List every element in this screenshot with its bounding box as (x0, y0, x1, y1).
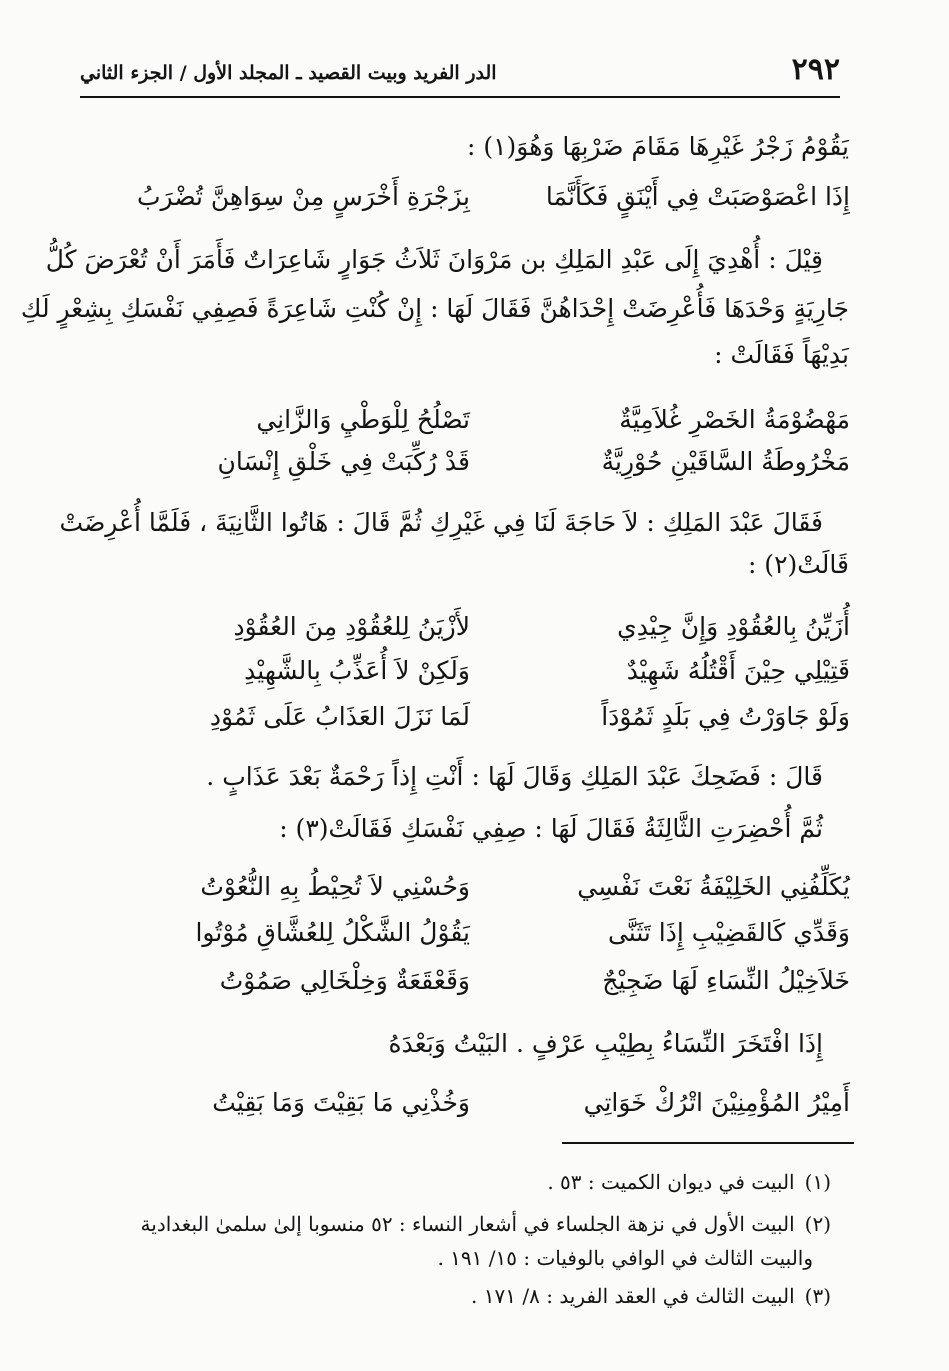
verse-1-second-hemistich: بِزَجْرَةِ أَخْرَسٍ مِنْ سِوَاهِنَّ تُضْرَبُ (136, 182, 470, 211)
verse-9-first-hemistich: خَلاَخِيْلُ النِّسَاءِ لَهَا ضَجِيْجٌ (602, 966, 850, 995)
footnote-1 (547, 1168, 831, 1196)
footnote-number: (١) (804, 1170, 831, 1194)
page-number: ٢٩٢ (791, 52, 840, 87)
verse-4-first-hemistich: أُزَيِّنُ بِالعُقُوْدِ وَإِنَّ جِيْدِي (617, 612, 850, 641)
verse-3 (90, 447, 850, 487)
verse-3-second-hemistich: قَدْ رُكِّبَتْ فِي خَلْقِ إِنْسَانِ (217, 447, 470, 476)
paragraph-1-line-3: بَدِيْهَاً فَقَالَتْ : (714, 340, 849, 369)
paragraph-5: إِذَا افْتَخَرَ النِّسَاءُ بِطِيْبِ عَرْفٍ . البَيْتُ وَبَعْدَهُ (388, 1029, 823, 1058)
verse-8-first-hemistich: وَقَدِّي كَالقَضِيْبِ إِذَا تَثَنَّى (607, 918, 850, 947)
footnote-text: البيت الأول في نزهة الجلساء في أشعار النساء : ٥٢ منسوبا إلىٰ سلمىٰ البغدادية (140, 1212, 795, 1236)
footnote-separator (562, 1142, 854, 1144)
verse-6-second-hemistich: لَمَا نَزَلَ العَذَابُ عَلَى ثَمُوْدِ (209, 702, 470, 731)
paragraph-1-line-2: جَارِيَةٍ وَحْدَهَا فَأُعْرِضَتْ إِحْدَاهُنَّ فَقَالَ لَهَا : إِنْ كُنْتِ شَاعِرَةً فَصِفِي نَفْسَكِ بِشِعْرٍ لَكِ (20, 294, 849, 323)
footnote-3 (471, 1282, 831, 1310)
footnote-text: البيت الثالث في العقد الفريد : ٨/ ١٧١ . (471, 1284, 795, 1308)
verse-9 (90, 966, 850, 1006)
footnote-text: البيت في ديوان الكميت : ٥٣ . (547, 1170, 795, 1194)
verse-5-second-hemistich: وَلَكِنْ لاَ أُعَذِّبُ بِالشَّهِيْدِ (244, 656, 470, 685)
verse-2-first-hemistich: مَهْضُوْمَةُ الخَصْرِ غُلاَمِيَّةٌ (619, 405, 850, 434)
verse-5 (90, 656, 850, 696)
page-header (80, 52, 840, 98)
paragraph-4: ثُمَّ أُحْضِرَتِ الثَّالِثَةُ فَقَالَ لَهَا : صِفِي نَفْسَكِ فَقَالَتْ(٣) : (279, 814, 823, 843)
verse-8-second-hemistich: يَقُوْلُ الشَّكْلُ لِلعُشَّاقِ مُوْتُوا (195, 918, 470, 947)
footnote-2 (141, 1210, 831, 1238)
footnote-number: (٢) (804, 1212, 831, 1236)
verse-4 (90, 612, 850, 652)
intro-line: يَقُوْمُ زَجْرُ غَيْرِهَا مَقَامَ ضَرْبِهَا وَهُوَ(١) : (466, 132, 849, 161)
verse-7-first-hemistich: يُكَلِّفُنِي الخَلِيْفَةُ نَعْتَ نَفْسِي (577, 872, 850, 901)
paragraph-3: قَالَ : فَضَحِكَ عَبْدَ المَلِكِ وَقَالَ لَهَا : أَنْتِ إِذاً رَحْمَةٌ بَعْدَ عَذَابٍ . (206, 762, 823, 791)
verse-1-first-hemistich: إِذَا اعْصَوْصَبَتْ فِي أَيْنَقٍ فَكَأَنَّمَا (545, 182, 850, 211)
running-title: الدر الفريد وبيت القصيد ـ المجلد الأول / الجزء الثاني (80, 62, 497, 84)
verse-8 (90, 918, 850, 958)
verse-5-first-hemistich: قَتِيْلِي حِيْنَ أَقْتُلُهُ شَهِيْدٌ (626, 656, 850, 685)
verse-1 (90, 182, 850, 222)
verse-10-first-hemistich: أَمِيْرُ المُؤْمِنِيْنَ اتْرُكْ خَوَاتِي (583, 1088, 850, 1117)
footnote-number: (٣) (804, 1284, 831, 1308)
footnote-2-continued (437, 1244, 813, 1272)
verse-3-first-hemistich: مَخْرُوطَةُ السَّاقَيْنِ حُوْرِيَّةٌ (601, 447, 850, 476)
paragraph-2-line-2: قَالَتْ(٢) : (747, 550, 849, 579)
verse-10-second-hemistich: وَخُذْنِي مَا بَقِيْتَ وَمَا بَقِيْتُ (212, 1088, 470, 1117)
verse-6-first-hemistich: وَلَوْ جَاوَرْتُ فِي بَلَدٍ ثَمُوْدَاً (601, 702, 850, 731)
paragraph-2-line-1: فَقَالَ عَبْدَ المَلِكِ : لاَ حَاجَةَ لَنَا فِي غَيْرِكِ ثُمَّ قَالَ : هَاتُوا الثَّانِيَةَ ، فَلَمَّا أُعْرِضَتْ (59, 508, 823, 537)
verse-7 (90, 872, 850, 912)
verse-6 (90, 702, 850, 742)
verse-2 (90, 405, 850, 445)
verse-10 (90, 1088, 850, 1128)
footnote-text: والبيت الثالث في الوافي بالوفيات : ١٥/ ١٩١ . (437, 1246, 813, 1270)
verse-9-second-hemistich: وَقَعْقَعَةٌ وَخِلْخَالِي صَمُوْتُ (219, 966, 470, 995)
paragraph-1-line-1: قِيْلَ : أُهْدِيَ إِلَى عَبْدِ المَلِكِ بن مَرْوَانَ ثَلاَثُ جَوَارٍ شَاعِرَاتٌ فَأَمَرَ أَنْ تُعْرَضَ كُلُّ (45, 245, 823, 274)
verse-4-second-hemistich: لأَزْيَنُ لِلعُقُوْدِ مِنَ العُقُوْدِ (233, 612, 470, 641)
verse-2-second-hemistich: تَصْلُحُ لِلْوَطْيِ وَالزَّانِي (256, 405, 470, 434)
verse-7-second-hemistich: وَحُسْنِي لاَ تُحِيْطُ بِهِ النُّعُوْتُ (200, 872, 470, 901)
